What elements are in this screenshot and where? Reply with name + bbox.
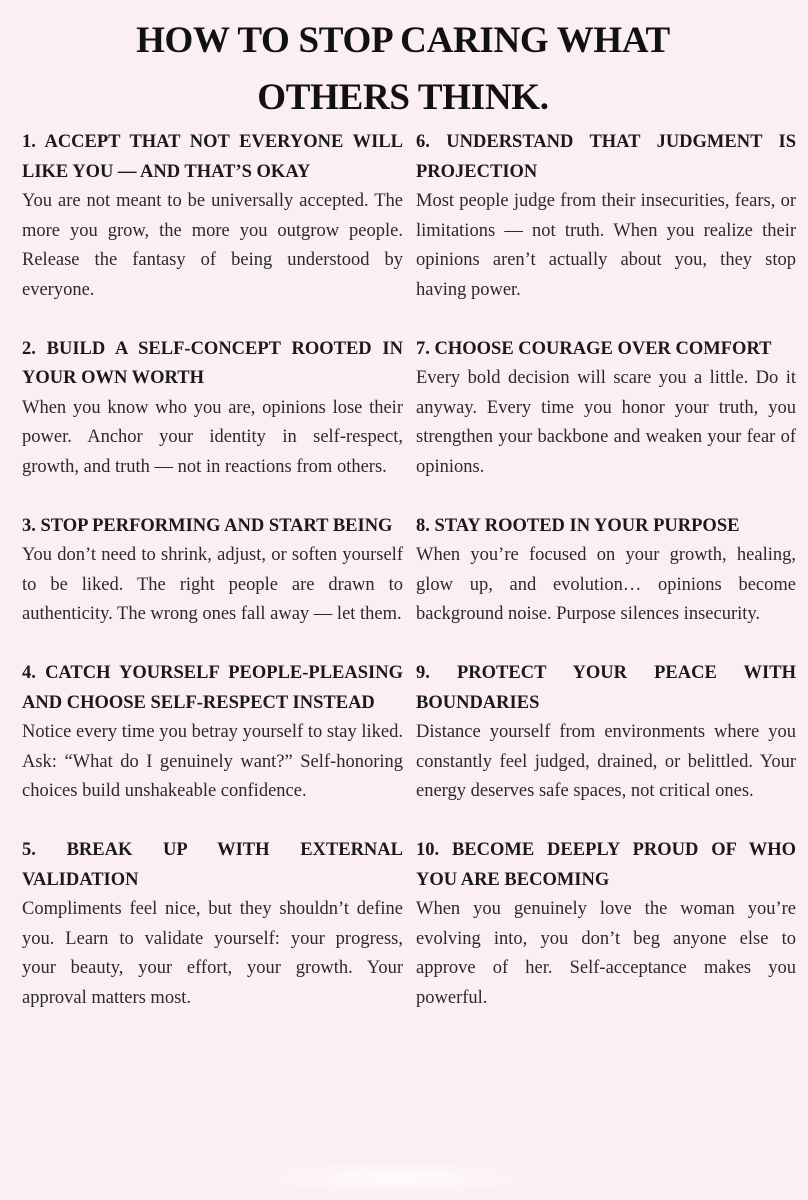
tip-body: Compliments feel nice, but they shouldn’t define you. Learn to validate yourself: your progress, your beauty, your effort, your growth. Your approval matters most. [22, 899, 403, 1008]
tip-body: When you know who you are, opinions lose their power. Anchor your identity in self-respect, growth, and truth — not in reactions from others. [22, 397, 403, 477]
tip-body: When you genuinely love the woman you’re evolving into, you don’t beg anyone else to approve of her. Self-acceptance makes you powerful. [416, 899, 796, 1008]
tip-3 [22, 512, 403, 630]
tip-heading: 4. CATCH YOURSELF PEOPLE-PLEASING AND CHOOSE SELF-RESPECT INSTEAD [22, 663, 403, 713]
tip-body: You are not meant to be universally accepted. The more you grow, the more you outgrow people. Release the fantasy of being understood by everyone. [22, 191, 403, 300]
tip-heading: 6. UNDERSTAND THAT JUDGMENT IS PROJECTION [416, 132, 796, 182]
tip-heading: 10. BECOME DEEPLY PROUD OF WHO YOU ARE BECOMING [416, 840, 796, 890]
tip-heading: 3. STOP PERFORMING AND START BEING [22, 515, 393, 536]
tip-7 [416, 335, 796, 483]
tip-heading: 8. STAY ROOTED IN YOUR PURPOSE [416, 515, 740, 536]
tip-4 [22, 659, 403, 807]
tip-heading: 2. BUILD A SELF-CONCEPT ROOTED IN YOUR OWN WORTH [22, 338, 403, 388]
tip-5 [22, 836, 403, 1013]
page-title [16, 12, 790, 126]
tip-9 [416, 659, 796, 807]
page-title-line-1: HOW TO STOP CARING WHAT [136, 20, 670, 61]
tip-6 [416, 128, 796, 305]
tip-heading: 7. CHOOSE COURAGE OVER COMFORT [416, 338, 772, 359]
tip-2 [22, 335, 403, 483]
page-title-line-2: OTHERS THINK. [257, 77, 549, 118]
tip-1 [22, 128, 403, 305]
tip-heading: 5. BREAK UP WITH EXTERNAL VALIDATION [22, 840, 403, 890]
tip-body: Most people judge from their insecurities, fears, or limitations — not truth. When you realize their opinions aren’t actually about you, they stop having power. [416, 191, 796, 300]
tip-body: When you’re focused on your growth, healing, glow up, and evolution… opinions become background noise. Purpose silences insecurity. [416, 545, 796, 624]
tip-10 [416, 836, 796, 1013]
tip-8 [416, 512, 796, 630]
tip-heading: 9. PROTECT YOUR PEACE WITH BOUNDARIES [416, 663, 796, 713]
left-column [22, 128, 403, 1013]
tip-body: You don’t need to shrink, adjust, or soften yourself to be liked. The right people are drawn to authenticity. The wrong ones fall away — let them. [22, 545, 403, 624]
two-column-body [22, 128, 796, 1013]
right-column [416, 128, 796, 1013]
tip-body: Notice every time you betray yourself to stay liked. Ask: “What do I genuinely want?” Self-honoring choices build unshakeable confidence. [22, 722, 403, 801]
tip-body: Every bold decision will scare you a little. Do it anyway. Every time you honor your truth, you strengthen your backbone and weaken your fear of opinions. [416, 368, 796, 477]
tip-body: Distance yourself from environments where you constantly feel judged, drained, or belittled. Your energy deserves safe spaces, not critical ones. [416, 722, 796, 801]
tip-heading: 1. ACCEPT THAT NOT EVERYONE WILL LIKE YOU — AND THAT’S OKAY [22, 132, 403, 182]
